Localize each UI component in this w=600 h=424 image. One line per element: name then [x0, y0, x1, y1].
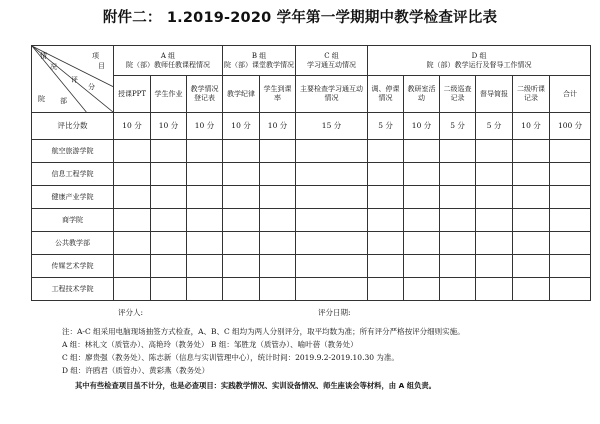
corner-label-qing: 情: [40, 52, 47, 60]
group-a-header: [114, 46, 223, 76]
score-input-cell: [114, 209, 151, 232]
page-title: 附件二： 1.2019-2020 学年第一学期期中教学检查评比表: [102, 10, 498, 26]
score-input-cell: [187, 163, 223, 186]
group-c-header: [296, 46, 368, 76]
score-input-cell: [187, 186, 223, 209]
score-input-cell: [223, 186, 260, 209]
score-input-cell: [114, 163, 151, 186]
group-d-name: D 组: [471, 51, 487, 60]
score-input-cell: [404, 255, 440, 278]
date-label: 评分日期:: [318, 308, 351, 317]
group-d-desc: 院（部）教学运行及督导工作情况: [426, 60, 532, 69]
items-row: [32, 76, 591, 113]
scorer-label: 评分人:: [118, 308, 144, 317]
group-a-name: A 组: [160, 51, 176, 60]
score-input-cell: [114, 140, 151, 163]
score-input-cell: [440, 255, 476, 278]
score-input-cell: [476, 186, 513, 209]
score-cell-5: 15 分: [296, 113, 368, 140]
score-input-cell: [368, 278, 404, 301]
score-input-cell: [404, 232, 440, 255]
score-input-cell: [260, 186, 296, 209]
score-input-cell: [513, 140, 550, 163]
score-input-cell: [440, 163, 476, 186]
corner-label-mu: 目: [98, 62, 105, 70]
score-input-cell: [187, 255, 223, 278]
score-input-cell: [223, 255, 260, 278]
score-input-cell: [440, 209, 476, 232]
table-row: [32, 232, 591, 255]
item-header-11: 合计: [550, 76, 591, 113]
score-input-cell: [223, 232, 260, 255]
score-input-cell: [260, 140, 296, 163]
corner-label-xiang: 项: [92, 52, 99, 60]
department-rows: [32, 140, 591, 301]
group-c-desc: 学习通互动情况: [307, 60, 357, 69]
item-header-0: 授课PPT: [114, 76, 151, 113]
score-input-cell: [223, 278, 260, 301]
score-input-cell: [404, 186, 440, 209]
score-input-cell: [296, 186, 368, 209]
group-a-desc: 院（部）教师任教课程情况: [126, 60, 210, 69]
item-header-9: 督导简报: [476, 76, 513, 113]
score-cell-8: 5 分: [440, 113, 476, 140]
item-header-4: 学生到课率: [260, 76, 296, 113]
score-input-cell: [550, 278, 591, 301]
score-input-cell: [368, 163, 404, 186]
item-header-3: 教学纪律: [223, 76, 260, 113]
score-input-cell: [187, 232, 223, 255]
department-name: 公共教学部: [32, 232, 114, 255]
score-input-cell: [296, 255, 368, 278]
score-row: [32, 113, 591, 140]
score-input-cell: [476, 255, 513, 278]
bottom-note: 其中有些检查项目虽不计分，也是必查项目：实践教学情况、实训设备情况、师生座谈会等材料，由 A 组负责。: [75, 381, 436, 390]
group-b-desc: 院（部）课堂教学情况: [224, 60, 295, 69]
score-input-cell: [368, 209, 404, 232]
score-cell-4: 10 分: [260, 113, 296, 140]
score-input-cell: [296, 278, 368, 301]
note-line-1: 注：A-C 组采用电脑现场抽签方式检查，A、B、C 组均为两人分别评分，取平均数为准；所有评分严格按评分细则实施。: [62, 327, 465, 336]
score-input-cell: [260, 209, 296, 232]
score-input-cell: [513, 186, 550, 209]
score-input-cell: [440, 186, 476, 209]
score-input-cell: [151, 140, 187, 163]
table-row: [32, 209, 591, 232]
table-row: [32, 186, 591, 209]
score-input-cell: [513, 209, 550, 232]
department-name: 信息工程学院: [32, 163, 114, 186]
score-input-cell: [440, 278, 476, 301]
score-input-cell: [260, 232, 296, 255]
group-b-name: B 组: [251, 51, 267, 60]
item-header-1: 学生作业: [151, 76, 187, 113]
item-header-10: 二级听课记录: [513, 76, 550, 113]
group-c-name: C 组: [324, 51, 339, 60]
score-cell-11: 100 分: [550, 113, 591, 140]
score-cell-10: 10 分: [513, 113, 550, 140]
corner-label-bu: 部: [60, 97, 67, 105]
score-input-cell: [368, 140, 404, 163]
department-name: 健康产业学院: [32, 186, 114, 209]
score-label: 评比分数: [32, 113, 114, 140]
score-input-cell: [440, 232, 476, 255]
note-line-4: D 组：许鸥君（质管办）、黄彩燕（教务处）: [62, 366, 210, 375]
department-name: 商学院: [32, 209, 114, 232]
score-input-cell: [223, 209, 260, 232]
score-input-cell: [296, 140, 368, 163]
score-input-cell: [187, 209, 223, 232]
score-input-cell: [550, 209, 591, 232]
score-input-cell: [513, 232, 550, 255]
score-input-cell: [114, 186, 151, 209]
score-input-cell: [404, 163, 440, 186]
score-input-cell: [151, 255, 187, 278]
item-header-2: 教学情况登记表: [187, 76, 223, 113]
corner-label-kuang: 况: [50, 63, 57, 71]
score-input-cell: [550, 255, 591, 278]
table-row: [32, 163, 591, 186]
corner-label-fen: 分: [88, 83, 95, 91]
corner-label-ping: 评: [71, 76, 78, 84]
score-input-cell: [151, 232, 187, 255]
score-input-cell: [223, 163, 260, 186]
score-cell-1: 10 分: [151, 113, 187, 140]
score-input-cell: [296, 163, 368, 186]
header-corner-cell: [32, 46, 114, 113]
score-cell-9: 5 分: [476, 113, 513, 140]
department-name: 传媒艺术学院: [32, 255, 114, 278]
score-cell-0: 10 分: [114, 113, 151, 140]
score-input-cell: [151, 186, 187, 209]
score-cell-7: 10 分: [404, 113, 440, 140]
group-d-header: [368, 46, 591, 76]
table-row: [32, 255, 591, 278]
score-input-cell: [368, 232, 404, 255]
score-input-cell: [513, 163, 550, 186]
score-input-cell: [476, 278, 513, 301]
score-cell-3: 10 分: [223, 113, 260, 140]
score-input-cell: [260, 278, 296, 301]
score-input-cell: [513, 278, 550, 301]
score-input-cell: [114, 255, 151, 278]
score-cell-6: 5 分: [368, 113, 404, 140]
item-header-5: 主要检查学习通互动情况: [296, 76, 368, 113]
score-input-cell: [404, 278, 440, 301]
corner-label-yuan: 院: [38, 95, 45, 103]
score-input-cell: [476, 163, 513, 186]
note-line-2: A 组：林礼文（质管办）、高艳玲（教务处） B 组：邹胜龙（质管办）、喻叶蓓（教务处）: [62, 340, 358, 349]
score-input-cell: [476, 232, 513, 255]
department-name: 工程技术学院: [32, 278, 114, 301]
score-input-cell: [550, 140, 591, 163]
score-input-cell: [440, 140, 476, 163]
score-input-cell: [260, 255, 296, 278]
evaluation-table: [31, 45, 591, 301]
table-row: [32, 140, 591, 163]
score-input-cell: [476, 209, 513, 232]
score-input-cell: [550, 186, 591, 209]
department-name: 航空旅游学院: [32, 140, 114, 163]
score-input-cell: [260, 163, 296, 186]
item-header-7: 教研室活动: [404, 76, 440, 113]
score-input-cell: [151, 163, 187, 186]
score-input-cell: [550, 232, 591, 255]
group-b-header: [223, 46, 296, 76]
score-input-cell: [223, 140, 260, 163]
score-input-cell: [151, 209, 187, 232]
score-input-cell: [187, 278, 223, 301]
score-input-cell: [368, 186, 404, 209]
score-input-cell: [368, 255, 404, 278]
score-input-cell: [404, 140, 440, 163]
score-input-cell: [187, 140, 223, 163]
score-input-cell: [513, 255, 550, 278]
score-input-cell: [296, 209, 368, 232]
score-input-cell: [114, 232, 151, 255]
item-header-6: 调、停课情况: [368, 76, 404, 113]
table-row: [32, 278, 591, 301]
score-input-cell: [151, 278, 187, 301]
score-input-cell: [476, 140, 513, 163]
score-input-cell: [114, 278, 151, 301]
note-line-3: C 组：廖贵强（教务处）、陈志新（信息与实训管理中心），统计时间：2019.9.2-2019.10.30 为准。: [62, 353, 399, 362]
score-input-cell: [404, 209, 440, 232]
score-input-cell: [296, 232, 368, 255]
item-header-8: 二级巡查记录: [440, 76, 476, 113]
score-cell-2: 10 分: [187, 113, 223, 140]
score-input-cell: [550, 163, 591, 186]
